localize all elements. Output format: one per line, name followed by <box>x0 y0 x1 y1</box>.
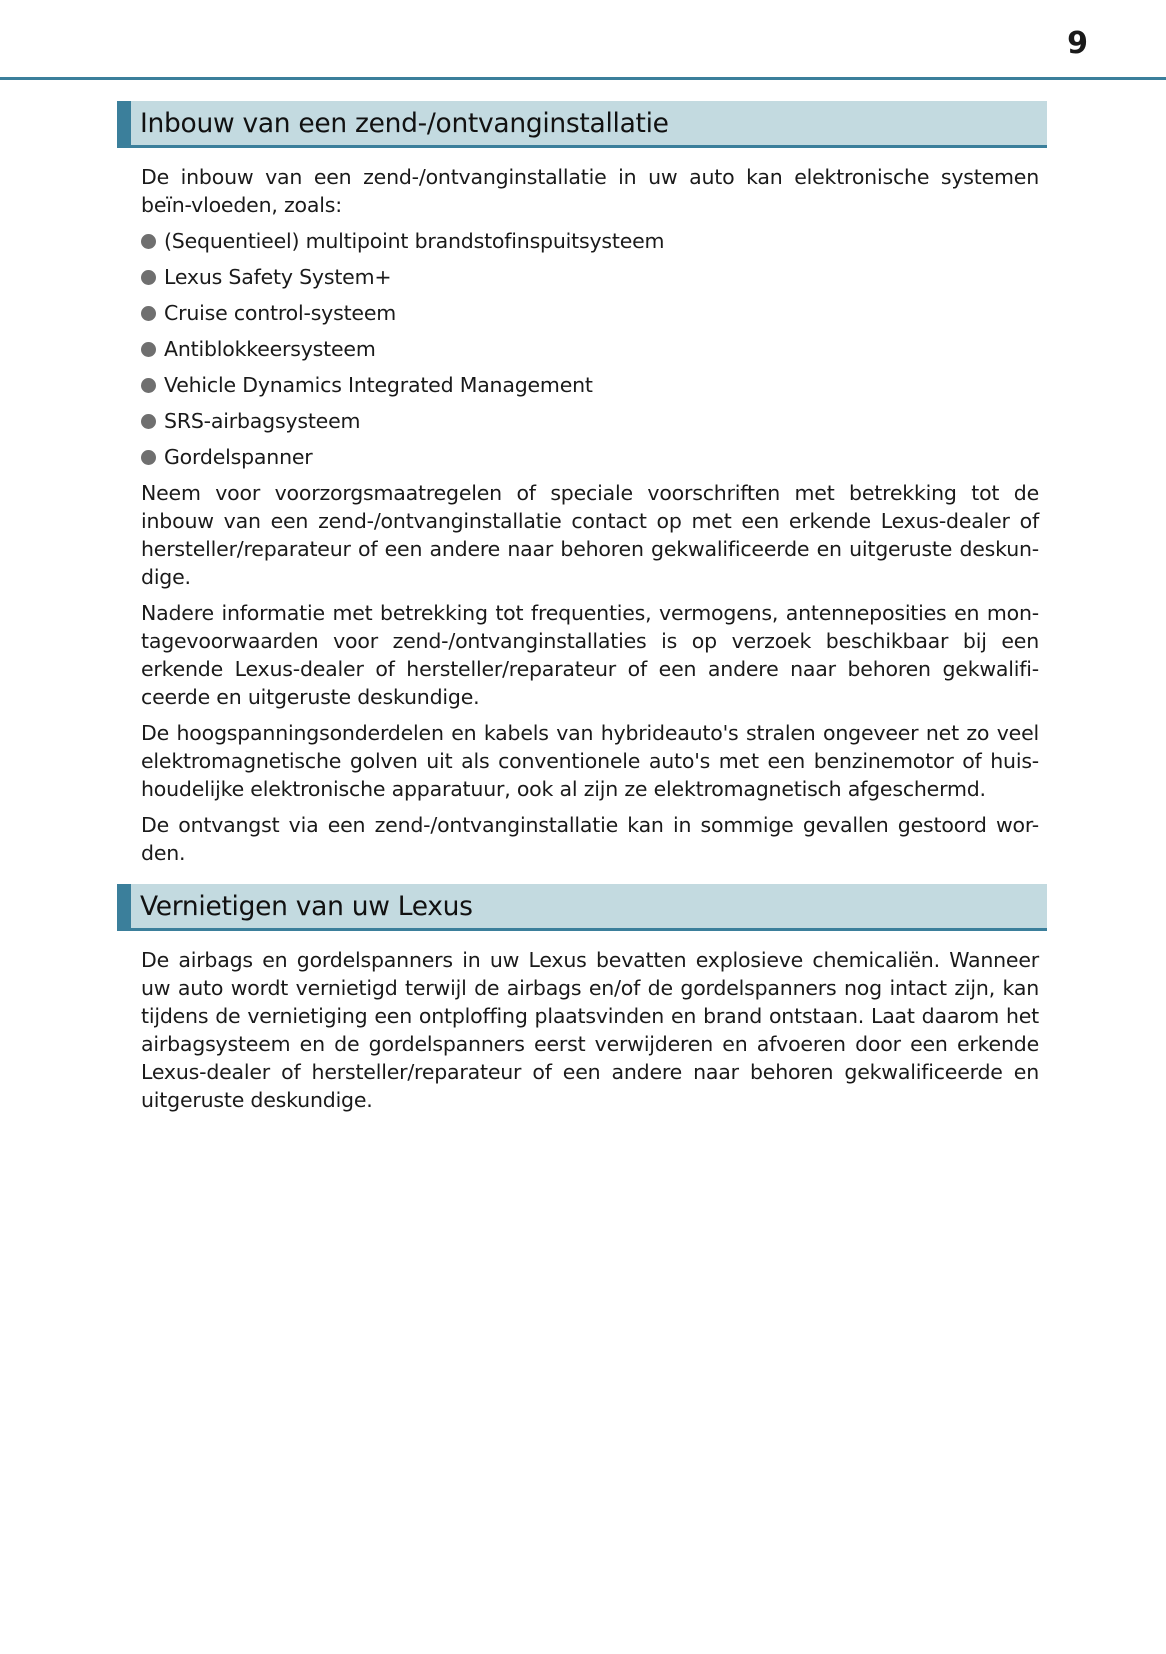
list-item <box>141 443 1039 471</box>
list-item <box>141 227 1039 255</box>
intro-paragraph: De inbouw van een zend-/ontvanginstallatie in uw auto kan elektronische systemen beïn-vloeden, zoals: <box>141 165 1039 217</box>
section-title: Inbouw van een zend-/ontvanginstallatie <box>140 108 669 139</box>
list-item-text: Gordelspanner <box>164 445 313 469</box>
page-number: 9 <box>1067 26 1088 61</box>
section-heading-disposal <box>117 884 1047 931</box>
paragraph-reception: De ontvangst via een zend-/ontvanginstallatie kan in sommige gevallen gestoord wor-den. <box>141 813 1039 865</box>
bullet-icon <box>141 270 156 285</box>
list-item <box>141 371 1039 399</box>
header-rule <box>0 77 1166 80</box>
list-item-text: Lexus Safety System+ <box>164 265 392 289</box>
bullet-icon <box>141 306 156 321</box>
section-title: Vernietigen van uw Lexus <box>140 891 473 922</box>
paragraph-frequencies: Nadere informatie met betrekking tot frequenties, vermogens, antenneposities en mon-tagevoorwaarden voor zend-/ontvanginstallaties is op verzoek beschikbaar bij een erkende Lexus-dealer of hersteller/reparateur of een andere naar behoren gekwalifi-ceerde en uitgeruste deskundige. <box>141 601 1039 709</box>
list-item-text: Cruise control-systeem <box>164 301 397 325</box>
paragraph-high-voltage: De hoogspanningsonderdelen en kabels van hybrideauto's stralen ongeveer net zo veel elektromagnetische golven uit als conventionele auto's met een benzinemotor of huis-houdelijke elektronische apparatuur, ook al zijn ze elektromagnetisch afgeschermd. <box>141 721 1039 801</box>
bullet-icon <box>141 342 156 357</box>
list-item-text: SRS-airbagsysteem <box>164 409 361 433</box>
section-body-transmitter <box>141 163 1039 875</box>
list-item <box>141 407 1039 435</box>
affected-systems-list <box>141 227 1039 471</box>
list-item-text: (Sequentieel) multipoint brandstofinspuitsysteem <box>164 229 665 253</box>
paragraph-disposal: De airbags en gordelspanners in uw Lexus bevatten explosieve chemicaliën. Wanneer uw auto wordt vernietigd terwijl de airbags en/of de gordelspanners nog intact zijn, kan tijdens de vernietiging een ontploffing plaatsvinden en brand ontstaan. Laat daarom het airbagsysteem en de gordelspanners eerst verwijderen en afvoeren door een erkende Lexus-dealer of hersteller/reparateur of een andere naar behoren gekwalificeerde en uitgeruste deskundige. <box>141 948 1039 1112</box>
heading-accent-bar <box>117 884 131 928</box>
paragraph-precautions: Neem voor voorzorgsmaatregelen of speciale voorschriften met betrekking tot de inbouw van een zend-/ontvanginstallatie contact op met een erkende Lexus-dealer of hersteller/reparateur of een andere naar behoren gekwalificeerde en uitgeruste deskun-dige. <box>141 481 1039 589</box>
section-heading-transmitter <box>117 101 1047 148</box>
bullet-icon <box>141 450 156 465</box>
bullet-icon <box>141 414 156 429</box>
section-body-disposal <box>141 946 1039 1122</box>
list-item <box>141 335 1039 363</box>
heading-accent-bar <box>117 101 131 145</box>
list-item <box>141 263 1039 291</box>
bullet-icon <box>141 378 156 393</box>
bullet-icon <box>141 234 156 249</box>
list-item-text: Vehicle Dynamics Integrated Management <box>164 373 593 397</box>
list-item <box>141 299 1039 327</box>
list-item-text: Antiblokkeersysteem <box>164 337 376 361</box>
